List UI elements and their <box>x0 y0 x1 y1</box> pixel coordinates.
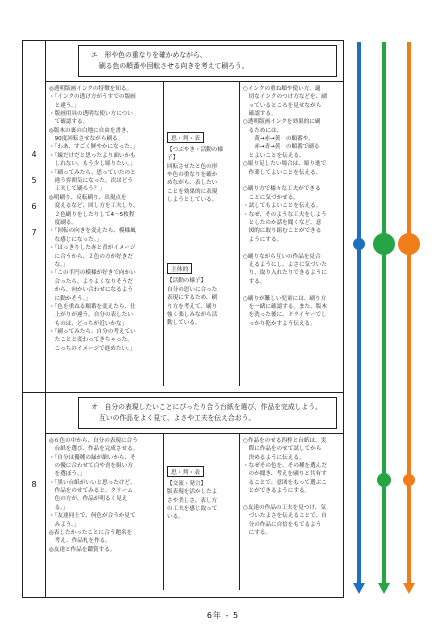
goal-subtitle: 互いの作品をよく見て、よさや工夫を伝え合おう。 <box>99 413 256 422</box>
goal-title: オ 自分の表現したいことにぴったり合う台紙を選び、作品を完成しよう。 <box>91 403 322 411</box>
student-activity-column: ◎透明版画インクの特徴を知る。 ・「インクの透け方がうすでの版画 と違う。」 ・版画用具の透明な使い方につい て確認する。 ◎版木の裏の白地に自由を書き、 90度回転させながら刷る。 ・「わあ、すごく鮮やかになった。」 ・「線だけだと思ったより面いかも しれない。もう少し彫りたい。」 ・「刷ってみたら、思っていたのと 違う雰囲気になった。次はどう 工夫して刷ろう？」 ◎明刷り、反転刷り、出現点を 変えるなど、回し方を工夫しり、 ２色刷りをしたりして4～5枚程 度刷る。 ・「回転の向きを変えたら、模様風 な感じになった。」 ・「はっきりした赤と青がイメージ に合うから、２色の方が好きだ な。」 ・「この半円の模様が好きで向かい 合ったら、よりよくなりそうだ から、向かい合わせになるよう に動かそう。」 ・「色を重ねる順番を変えたら、仕 上がりが違う。自分の表したい ものは、どっちが近いかな」 ・「刷ってみたら、自分の考えてい たことと変わってきちゃった。 こっちのイメージで進めたい。」 <box>46 82 164 386</box>
progress-arrows <box>344 40 444 600</box>
activity-columns <box>46 433 343 590</box>
table-row <box>23 393 344 598</box>
student-activity-column: ◎６色の中から、自分の表現に合う 台紙を選び、作品を完成させる。 ・「自分は優種の緑が細いから、そ の優に合わせて白や青を組い方 を選ぼう。」 ・「黒い台紙がいいと思ったけど、 作品をのせてみると、クリーム 色の方が、作品が明るく見え る。」 ・「友達同士で、何色が合うか見て みよう。」 ◎表したかったことに合う題名を 考え、作品札を作る。 ◎友達と作品を鑑賞する。 <box>46 434 164 590</box>
green-arrow <box>373 42 395 594</box>
section-content <box>46 41 344 393</box>
evaluation-tag: 思・判・表 <box>167 132 204 143</box>
blue-arrow <box>353 42 365 594</box>
activity-columns <box>46 81 343 386</box>
goal-title: エ 形や色の重なりを確かめながら、 <box>91 51 207 59</box>
evaluation-tag: 主体的 <box>167 263 192 274</box>
period-number-cell <box>23 393 46 598</box>
evaluation-column <box>164 434 240 590</box>
evaluation-tag: 思・判・表 <box>167 466 204 477</box>
period-number: 6 <box>31 202 37 211</box>
goal-subtitle: 刷る色の順番や回転させる向きを考えて刷ろう。 <box>99 61 249 70</box>
teacher-support-column: ○インクの重ね順や使い方、適 切なインクのつけ方などを、刷 っているところを見せながら 確認する。 ○透明版画インクを効果的に刷 るためには、 黄→赤→黄 の順番や、 赤→青→黄 の順番で刷る とよいことを伝える。 ○彫り足したい場合は、彫り進で 作業してよいことを伝える。 ○刷り方で様々な工夫ができる ことに気づかせる。 ・試してもよいことを伝える。 ・なぜ、そのような工夫をしよう としたのか話を聞くなど、意 図的に取り組むことができる ようにする。 ○刷りながら互いの作品を見合 えるようにし、よさに気づいた り、取り入れたりできるように する。 ○刷りが難しい児童には、刷り方 を一緒に確認する。また、版木 を洗った後に、ドライヤーでし っかり乾かすよう伝える。 <box>243 85 327 327</box>
lesson-plan-sheet <box>22 40 344 600</box>
evaluation-text: 【活動の様子】 自分の思いに合った 表現にするため、刷 り方を考えて、刷り 強く楽しみながら活 動している。 <box>167 278 218 327</box>
lesson-plan-table <box>22 40 344 598</box>
period-number: 7 <box>31 228 37 237</box>
period-number: 4 <box>31 150 37 159</box>
table-row <box>23 41 344 393</box>
evaluation-text: 【交流・発言】 版表現を活かしたよ さや美しさ、表し方 の工夫を感じ取って いる。 <box>167 480 218 521</box>
period-number: 8 <box>31 480 37 489</box>
period-number: 5 <box>31 176 37 185</box>
evaluation-text: 【つぶやき・活動の様 子】 回転させたと色の形 や色の重なりを確か めながら、表したい ことを効果的に表現 しようとしている。 <box>167 146 223 204</box>
teacher-support-column: ○作品をのせる四枠と台紙は、実 際に作品をのせて試してから 決めるように伝える。 ・なぜその色を、その種を選んだ のか聞き、考えを刷りと共有す ることで、意図をもって選ぶこ とができるようにする。 ○友達の作品の工夫を見つけ、気 づいたよさを伝えることで、自 分の作品に自信をもてるよう にする。 <box>243 437 327 537</box>
section-content <box>46 393 344 598</box>
period-number-cell <box>23 41 46 393</box>
evaluation-column <box>164 82 240 386</box>
page-number: 6年 - 5 <box>206 611 240 620</box>
goal-box <box>78 45 337 77</box>
goal-box <box>78 397 337 429</box>
orange-arrow <box>398 42 420 594</box>
